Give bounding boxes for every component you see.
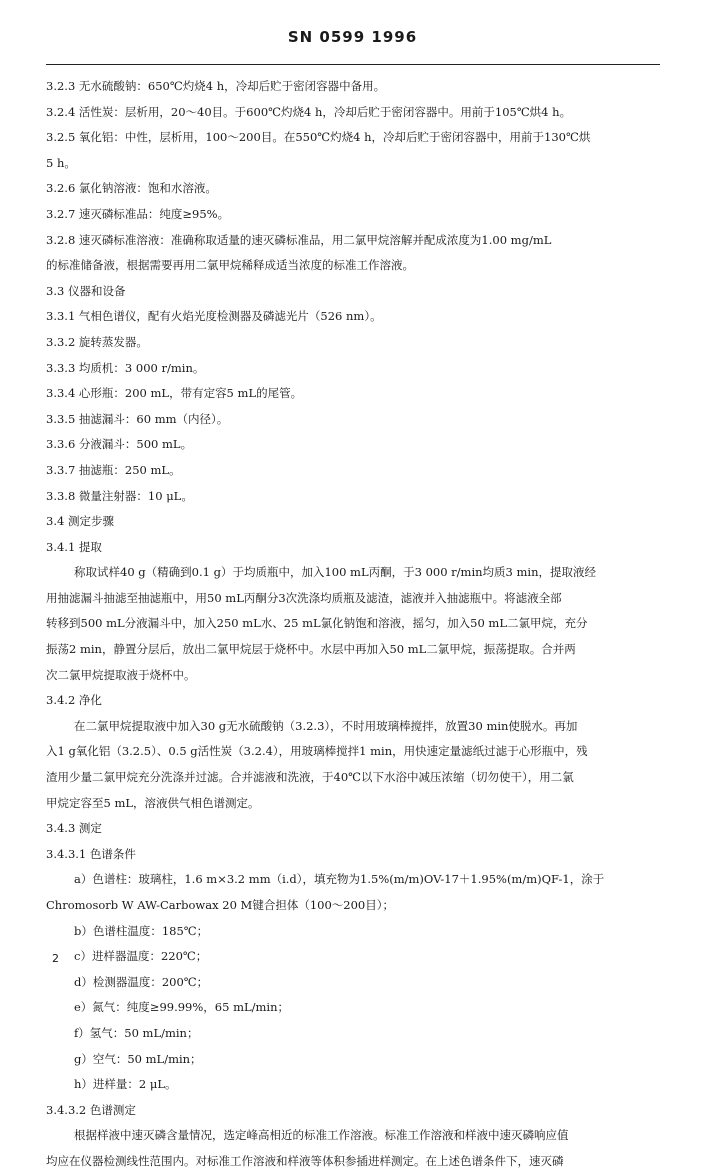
text-line: 在二氯甲烷提取液中加入30 g无水硫酸钠（3.2.3），不时用玻璃棒搅拌，放置30 min使脱水。再加 — [74, 718, 578, 733]
text-line: a）色谱柱：玻璃柱，1.6 m×3.2 mm（i.d），填充物为1.5%(m/m)OV-17＋1.95%(m/m)QF-1，涂于 — [74, 872, 605, 887]
text-line: 根据样液中速灭磷含量情况，选定峰高相近的标准工作溶液。标准工作溶液和样液中速灭磷响应值 — [74, 1128, 569, 1143]
text-line: 3.4.3.1 色谱条件 — [46, 846, 136, 861]
header-rule — [46, 64, 660, 65]
text-line: 转移到500 mL分液漏斗中，加入250 mL水、25 mL氯化钠饱和溶液，摇匀，加入50 mL二氯甲烷，充分 — [46, 616, 588, 631]
document-header: SN 0599 1996 — [287, 28, 418, 46]
text-line: b）色谱柱温度：185℃； — [74, 923, 209, 938]
page-number: 2 — [52, 952, 59, 965]
text-line: 3.3.6 分液漏斗：500 mL。 — [46, 437, 193, 452]
text-line: 称取试样40 g（精确到0.1 g）于均质瓶中，加入100 mL丙酮，于3 000 r/min均质3 min，提取液经 — [74, 565, 596, 580]
text-line: 5 h。 — [46, 155, 76, 170]
text-line: e）氮气：纯度≥99.99%，65 mL/min； — [74, 1000, 289, 1015]
text-line: 3.2.4 活性炭：层析用，20～40目。于600℃灼烧4 h，冷却后贮于密闭容器中。用前于105℃烘4 h。 — [46, 104, 572, 119]
text-line: 3.3.1 气相色谱仪，配有火焰光度检测器及磷滤光片（526 nm）。 — [46, 309, 382, 324]
text-line: 振荡2 min，静置分层后，放出二氯甲烷层于烧杯中。水层中再加入50 mL二氯甲烷，振荡提取。合并两 — [46, 642, 576, 657]
text-line: 入1 g氧化铝（3.2.5）、0.5 g活性炭（3.2.4），用玻璃棒搅拌1 min，用快速定量滤纸过滤于心形瓶中，残 — [46, 744, 588, 759]
text-line: c）进样器温度：220℃； — [74, 949, 208, 964]
text-line: 3.4.2 净化 — [46, 693, 102, 708]
text-line: 3.2.5 氧化铝：中性，层析用，100～200目。在550℃灼烧4 h，冷却后贮于密闭容器中，用前于130℃烘 — [46, 130, 591, 145]
text-line: 3.3.3 均质机：3 000 r/min。 — [46, 360, 205, 375]
text-line: 用抽滤漏斗抽滤至抽滤瓶中，用50 mL丙酮分3次洗涤均质瓶及滤渣，滤液并入抽滤瓶中。将滤液全部 — [46, 590, 562, 605]
text-line: 3.3.5 抽滤漏斗：60 mm（内径）。 — [46, 411, 229, 426]
text-line: 3.4.3.2 色谱测定 — [46, 1102, 136, 1117]
text-line: g）空气：50 mL/min； — [74, 1051, 202, 1066]
text-line: d）检测器温度：200℃； — [74, 974, 209, 989]
text-line: 均应在仪器检测线性范围内。对标准工作溶液和样液等体积参插进样测定。在上述色谱条件下，速灭磷 — [46, 1153, 564, 1168]
text-line: 的标准储备液，根据需要再用二氯甲烷稀释成适当浓度的标准工作溶液。 — [46, 258, 414, 273]
text-line: h）进样量：2 μL。 — [74, 1077, 177, 1092]
text-line: Chromosorb W AW-Carbowax 20 M键合担体（100～200目）； — [46, 898, 394, 912]
text-line: 渣用少量二氯甲烷充分洗涤并过滤。合并滤液和洗液，于40℃以下水浴中减压浓缩（切勿使干），用二氯 — [46, 770, 574, 785]
text-line: 3.4.1 提取 — [46, 539, 102, 554]
text-line: 3.2.8 速灭磷标准溶液：准确称取适量的速灭磷标准品，用二氯甲烷溶解并配成浓度为1.00 mg/mL — [46, 232, 552, 247]
text-line: 3.2.6 氯化钠溶液：饱和水溶液。 — [46, 181, 217, 196]
text-line: 3.2.7 速灭磷标准品：纯度≥95%。 — [46, 206, 230, 221]
text-line: 3.4 测定步骤 — [46, 514, 114, 529]
text-line: 次二氯甲烷提取液于烧杯中。 — [46, 667, 196, 682]
text-line: 3.2.3 无水硫酸钠：650℃灼烧4 h，冷却后贮于密闭容器中备用。 — [46, 79, 386, 93]
text-line: 3.4.3 测定 — [46, 821, 102, 836]
document-body — [46, 74, 660, 1175]
text-line: 3.3.8 微量注射器：10 μL。 — [46, 488, 193, 503]
text-line: 3.3.7 抽滤瓶：250 mL。 — [46, 462, 181, 477]
text-line: 3.3.2 旋转蒸发器。 — [46, 334, 148, 349]
text-line: 甲烷定容至5 mL，溶液供气相色谱测定。 — [46, 795, 260, 810]
text-line: f）氢气：50 mL/min； — [74, 1025, 199, 1040]
text-line: 3.3 仪器和设备 — [46, 283, 126, 298]
text-line: 3.3.4 心形瓶：200 mL，带有定容5 mL的尾管。 — [46, 386, 303, 401]
